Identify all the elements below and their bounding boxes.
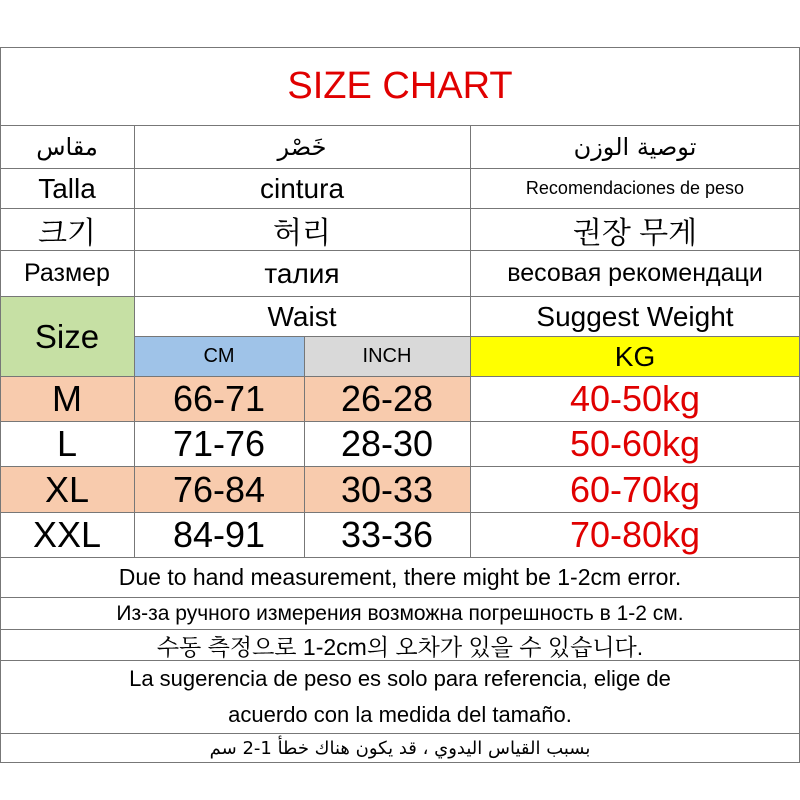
row-xxl-cm: 84-91 bbox=[172, 514, 266, 555]
header-arabic-size: مقاس bbox=[36, 133, 98, 161]
note-english: Due to hand measurement, there might be 1-2cm error. bbox=[118, 564, 682, 590]
row-l-size: L bbox=[56, 423, 78, 464]
header-korean-weight: 권장 무게 bbox=[572, 216, 698, 250]
note-spanish-line2: acuerdo con la medida del tamaño. bbox=[228, 702, 572, 727]
header-russian-waist: талия bbox=[264, 257, 340, 289]
cm-header: CM bbox=[203, 345, 235, 367]
header-arabic-waist: خَصْر bbox=[277, 133, 327, 161]
header-arabic-weight: توصية الوزن bbox=[573, 133, 697, 161]
header-korean-size: 크기 bbox=[38, 216, 96, 250]
row-m-size: M bbox=[52, 378, 82, 419]
size-header-label: Size bbox=[34, 317, 100, 355]
chart-title: SIZE CHART bbox=[287, 65, 513, 107]
row-xl-cm: 76-84 bbox=[172, 468, 266, 510]
note-arabic: بسبب القياس اليدوي ، قد يكون هناك خطأ 1-2 سم bbox=[209, 737, 591, 759]
row-xxl-size: XXL bbox=[32, 514, 102, 555]
header-korean-waist: 허리 bbox=[273, 216, 331, 250]
row-m-inch: 26-28 bbox=[340, 378, 434, 419]
header-spanish-waist: cintura bbox=[259, 172, 345, 204]
header-spanish-weight: Recomendaciones de peso bbox=[525, 178, 745, 198]
row-xl-kg: 60-70kg bbox=[569, 468, 701, 510]
note-russian: Из-за ручного измерения возможна погрешность в 1-2 см. bbox=[116, 601, 684, 625]
header-spanish-size: Talla bbox=[38, 172, 96, 204]
row-xxl-kg: 70-80kg bbox=[569, 514, 701, 555]
waist-header: Waist bbox=[267, 300, 337, 332]
row-xxl-inch: 33-36 bbox=[340, 514, 434, 555]
row-l-inch: 28-30 bbox=[340, 423, 434, 464]
inch-header: INCH bbox=[362, 345, 412, 367]
row-m-cm: 66-71 bbox=[172, 378, 266, 419]
kg-header: KG bbox=[614, 340, 656, 372]
row-l-kg: 50-60kg bbox=[569, 423, 701, 464]
row-l-cm: 71-76 bbox=[172, 423, 266, 464]
header-russian-weight: весовая рекомендаци bbox=[507, 259, 763, 287]
note-spanish-line1: La sugerencia de peso es solo para referencia, elige de bbox=[129, 666, 671, 691]
row-m-kg: 40-50kg bbox=[569, 378, 701, 419]
row-xl-inch: 30-33 bbox=[340, 468, 434, 510]
suggest-weight-header: Suggest Weight bbox=[536, 300, 734, 332]
header-russian-size: Размер bbox=[24, 259, 110, 287]
row-xl-size: XL bbox=[44, 468, 90, 510]
note-korean: 수동 측정으로 1-2cm의 오차가 있을 수 있습니다. bbox=[156, 633, 644, 660]
